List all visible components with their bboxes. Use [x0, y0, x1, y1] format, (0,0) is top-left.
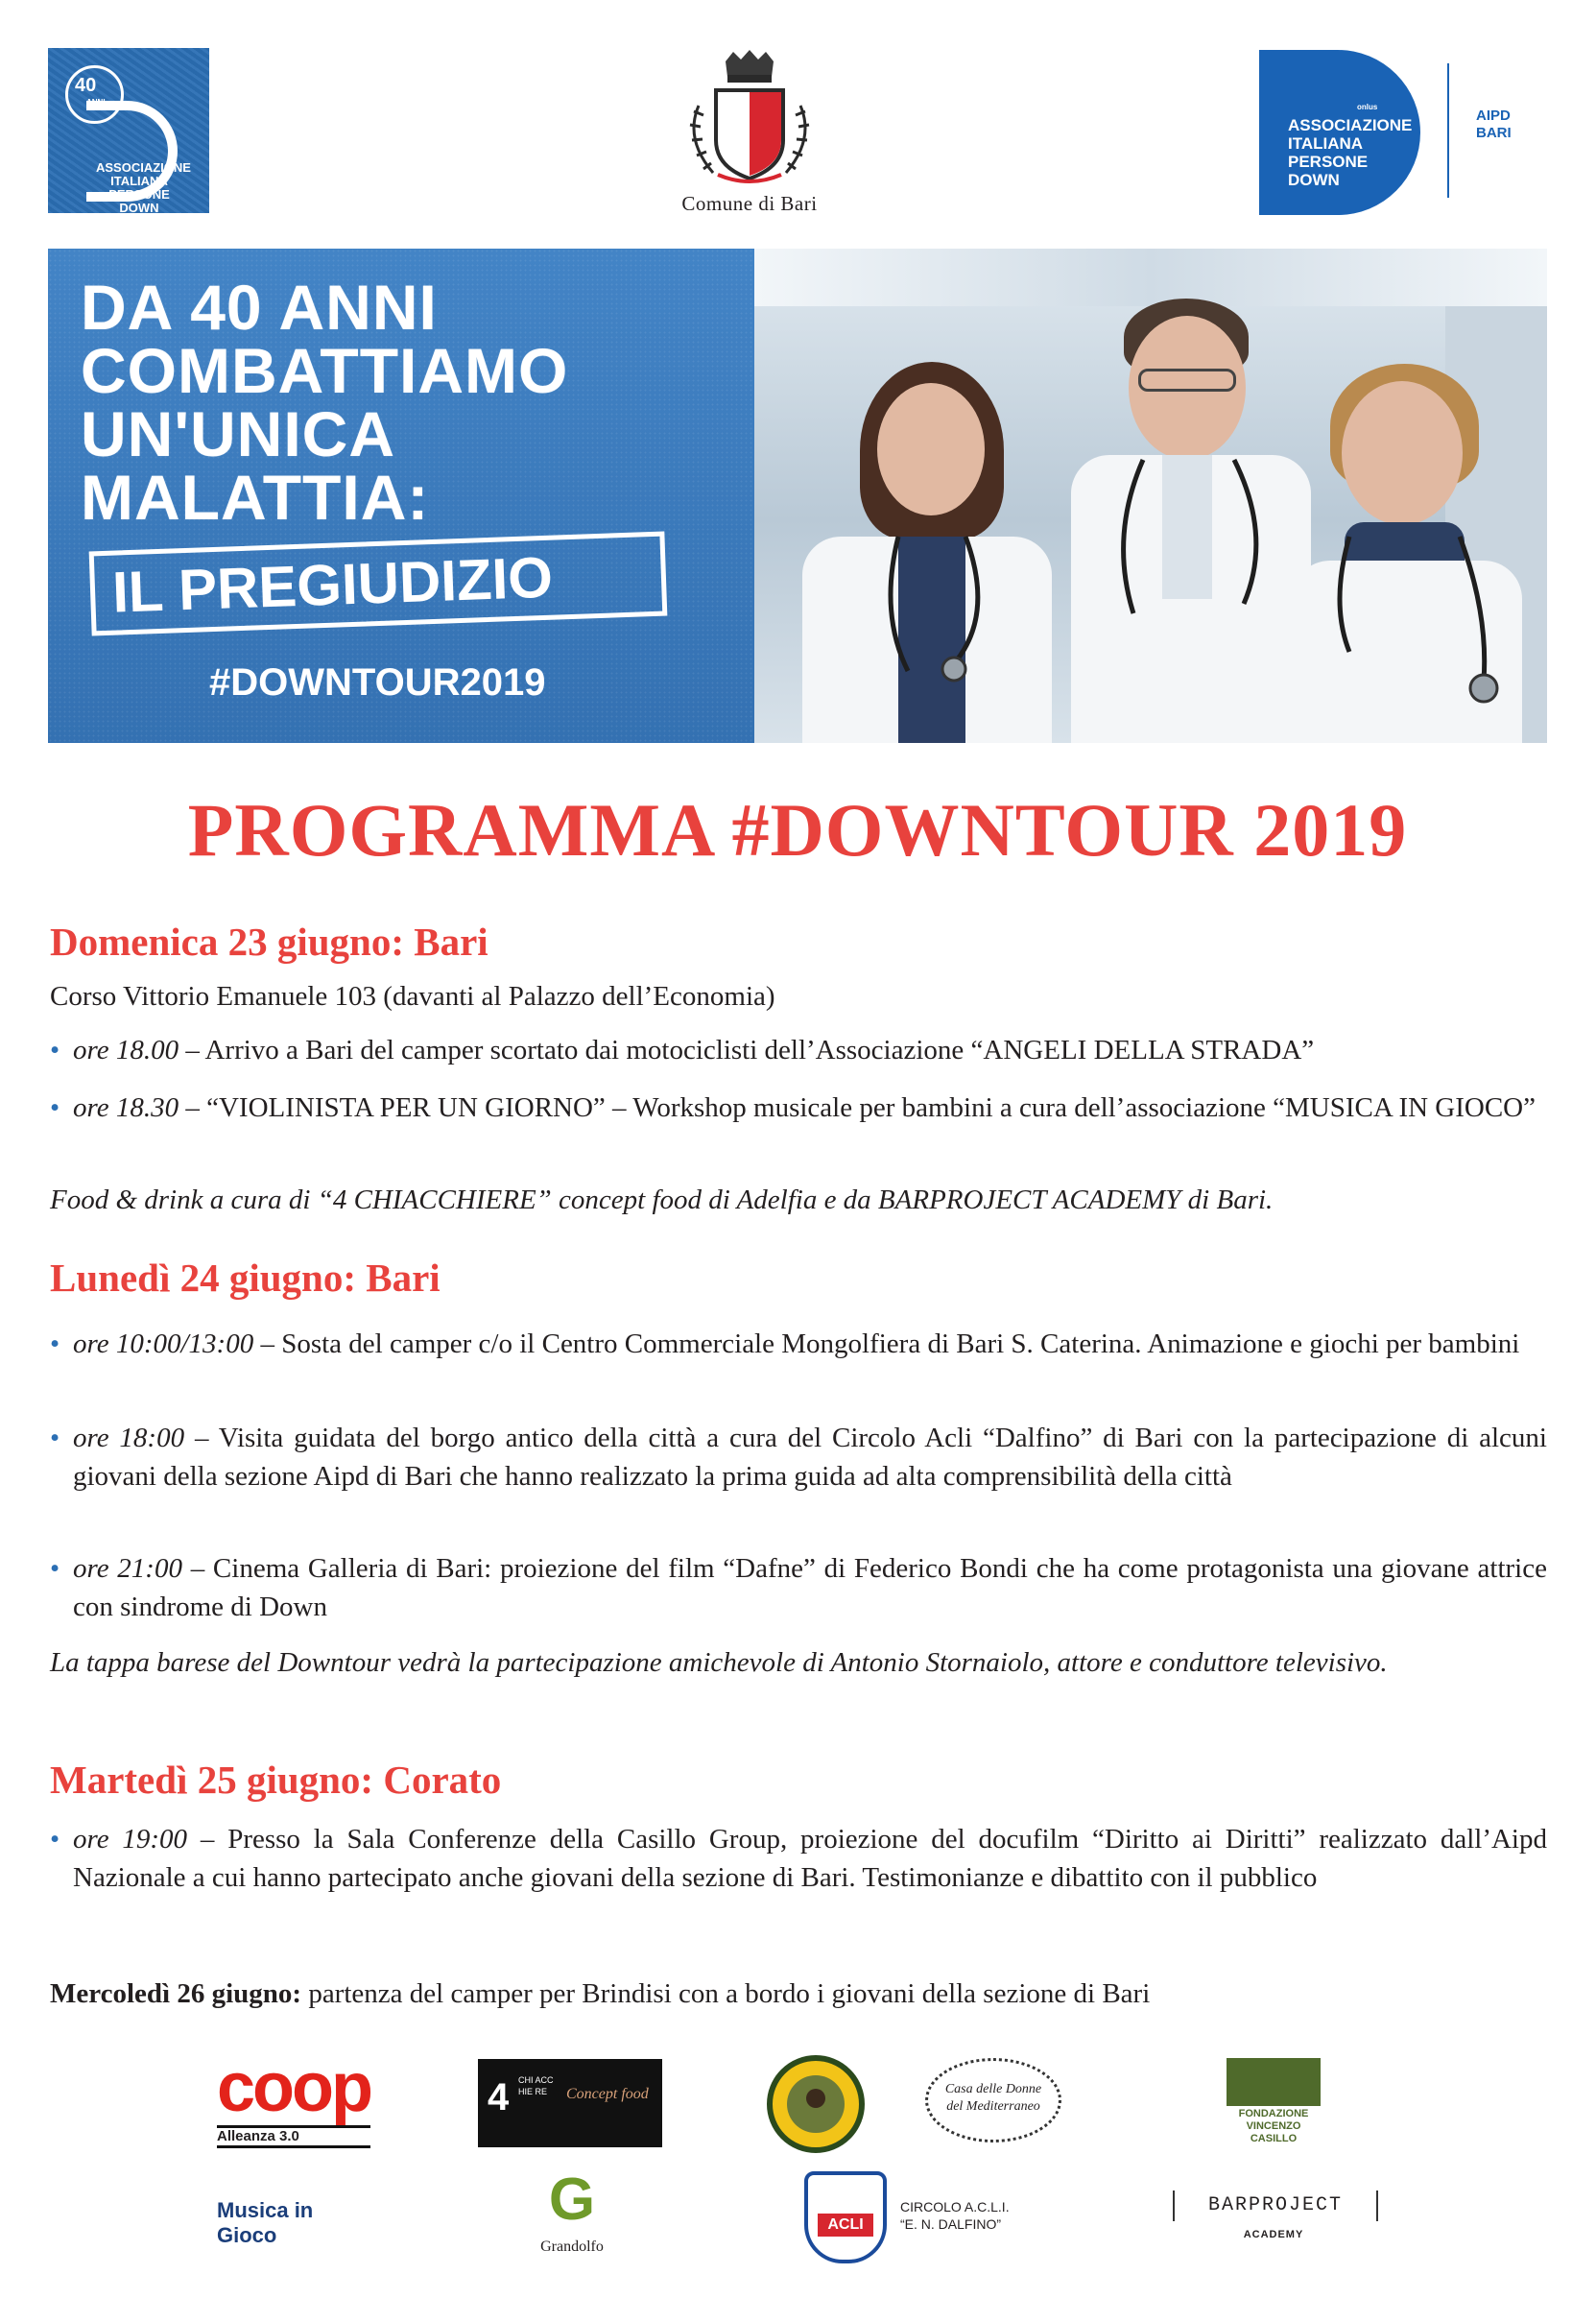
acli-line-2: “E. N. DALFINO”	[900, 2216, 1002, 2232]
aipd-section: AIPD BARI	[1476, 108, 1512, 141]
item-time: ore 18:00	[73, 1423, 185, 1453]
casa-text: Casa delle Donne del Mediterraneo	[944, 2082, 1042, 2114]
logo-anni: ANNI	[86, 98, 106, 107]
angeli-text	[747, 2156, 885, 2157]
aipd-bari-logo	[1259, 50, 1543, 215]
casillo-line-1: FONDAZIONE	[1238, 2108, 1309, 2119]
banner-line-3: UN'UNICA	[81, 398, 396, 469]
item-time: ore 18.00	[73, 1035, 179, 1065]
bullet-icon: •	[50, 1824, 60, 1855]
coop-logo	[217, 2049, 370, 2150]
logo-left-text: ASSOCIAZIONE ITALIANA PERSONE DOWN	[96, 160, 191, 215]
page-title: PROGRAMMA #DOWNTOUR 2019	[187, 788, 1408, 872]
musica-in-gioco-logo	[217, 2181, 370, 2247]
grandolfo-mark: G	[548, 2166, 596, 2233]
barproject-academy-logo	[1173, 2181, 1374, 2258]
chiacchiere-word: CHI ACC HIE RE	[518, 2075, 554, 2096]
final-text: partenza del camper per Brindisi con a bordo i giovani della sezione di Bari	[301, 1978, 1151, 2009]
aipd-logo-text	[1288, 98, 1413, 189]
banner-line-1: DA 40 ANNI	[81, 272, 438, 343]
day-1-address: Corso Vittorio Emanuele 103 (davanti al Palazzo dell’Economia)	[50, 981, 775, 1012]
bullet-icon: •	[50, 1423, 60, 1453]
campaign-banner	[48, 249, 1547, 743]
banner-boxed-phrase	[89, 532, 668, 636]
stethoscope-icon	[754, 249, 1547, 743]
day-1-item-1	[50, 1031, 1547, 1069]
chiacchiere-tag: Concept food	[566, 2086, 649, 2102]
barproject-sub: ACADEMY	[1243, 2229, 1304, 2240]
casa-delle-donne-logo	[921, 2054, 1065, 2146]
day-2-item-3	[50, 1549, 1547, 1626]
acli-badge: ACLI	[818, 2214, 873, 2237]
acli-line-1: CIRCOLO A.C.L.I.	[900, 2199, 1010, 2214]
banner-hashtag: #DOWNTOUR2019	[209, 661, 546, 704]
day-2-note: La tappa barese del Downtour vedrà la partecipazione amichevole di Antonio Stornaiolo, attore e conduttore televisivo.	[50, 1647, 1388, 1678]
item-text: – “VIOLINISTA PER UN GIORNO” – Workshop musicale per bambini a cura dell’associazione “MUSICA IN GIOCO”	[179, 1092, 1536, 1123]
day-1-heading: Domenica 23 giugno: Bari	[50, 920, 488, 964]
4-chiacchiere-logo	[478, 2059, 662, 2147]
item-time: ore 10:00/13:00	[73, 1329, 254, 1359]
banner-boxed-text: IL PREGIUDIZIO	[110, 544, 554, 625]
coat-of-arms-icon	[660, 48, 839, 192]
day-2-heading: Lunedì 24 giugno: Bari	[50, 1256, 441, 1300]
item-text: – Presso la Sala Conferenze della Casillo Group, proiezione del docufilm “Diritto ai Diritti” realizzato dall’Aipd Nazionale a cui hanno partecipato anche giovani della sezione di Bari. Testimonianze e dibattito con il pubblico	[73, 1824, 1547, 1893]
banner-headline	[81, 272, 569, 533]
bullet-icon: •	[50, 1035, 60, 1065]
aipd-40-anni-logo	[48, 48, 209, 213]
bullet-icon: •	[50, 1553, 60, 1584]
item-text: – Cinema Galleria di Bari: proiezione del film “Dafne” di Federico Bondi che ha come protagonista una giovane attrice con sindrome di Down	[73, 1553, 1547, 1622]
angeli-della-strada-logo	[766, 2054, 866, 2154]
item-time: ore 21:00	[73, 1553, 182, 1584]
day-3-item-1	[50, 1820, 1547, 1897]
doctors-photo	[754, 249, 1547, 743]
casillo-line-3: CASILLO	[1250, 2133, 1298, 2144]
coop-name: coop	[217, 2049, 370, 2126]
banner-line-2: COMBATTIAMO	[81, 335, 569, 406]
banner-line-4: MALATTIA:	[81, 462, 430, 533]
item-text: – Arrivo a Bari del camper scortato dai motociclisti dell’Associazione “ANGELI DELLA STRADA”	[179, 1035, 1315, 1065]
item-time: ore 18.30	[73, 1092, 179, 1123]
fondazione-casillo-logo	[1227, 2058, 1321, 2148]
bullet-icon: •	[50, 1329, 60, 1359]
angeli-badge-icon	[766, 2054, 866, 2154]
item-text: – Visita guidata del borgo antico della città a cura del Circolo Acli “Dalfino” di Bari con la partecipazione di alcuni giovani della sezione Aipd di Bari che hanno realizzato la prima guida ad alta comprensibilità della città	[73, 1423, 1547, 1492]
circolo-acli-logo	[804, 2171, 1063, 2267]
day-2-item-1	[50, 1325, 1547, 1363]
aipd-name: ASSOCIAZIONE ITALIANA PERSONE DOWN	[1288, 116, 1413, 189]
day-2-item-2	[50, 1419, 1547, 1496]
bullet-icon: •	[50, 1092, 60, 1123]
final-label: Mercoledì 26 giugno:	[50, 1978, 302, 2009]
day-1-item-2	[50, 1089, 1547, 1127]
barproject-name: BARPROJECT	[1173, 2190, 1378, 2221]
onlus-label: onlus	[1357, 103, 1378, 111]
musica-text: Musica in Gioco	[217, 2198, 314, 2247]
casillo-line-2: VINCENZO	[1246, 2120, 1301, 2132]
logo-divider	[1447, 63, 1449, 198]
grandolfo-logo	[534, 2166, 610, 2267]
logo-number: 40	[75, 75, 97, 96]
item-text: – Sosta del camper c/o il Centro Commerciale Mongolfiera di Bari S. Caterina. Animazione e giochi per bambini	[253, 1329, 1520, 1359]
item-time: ore 19:00	[73, 1824, 188, 1855]
final-line	[50, 1975, 1547, 2013]
comune-di-bari-logo	[660, 48, 839, 221]
banner-text-panel	[48, 249, 754, 743]
day-1-note: Food & drink a cura di “4 CHIACCHIERE” concept food di Adelfia e da BARPROJECT ACADEMY di Bari.	[50, 1185, 1274, 1215]
day-3-heading: Martedì 25 giugno: Corato	[50, 1758, 502, 1802]
chiacchiere-mark: 4	[488, 2076, 510, 2119]
coop-sub: Alleanza 3.0	[217, 2125, 370, 2148]
grandolfo-text: Grandolfo	[540, 2238, 604, 2255]
comune-name: Comune di Bari	[681, 192, 818, 215]
